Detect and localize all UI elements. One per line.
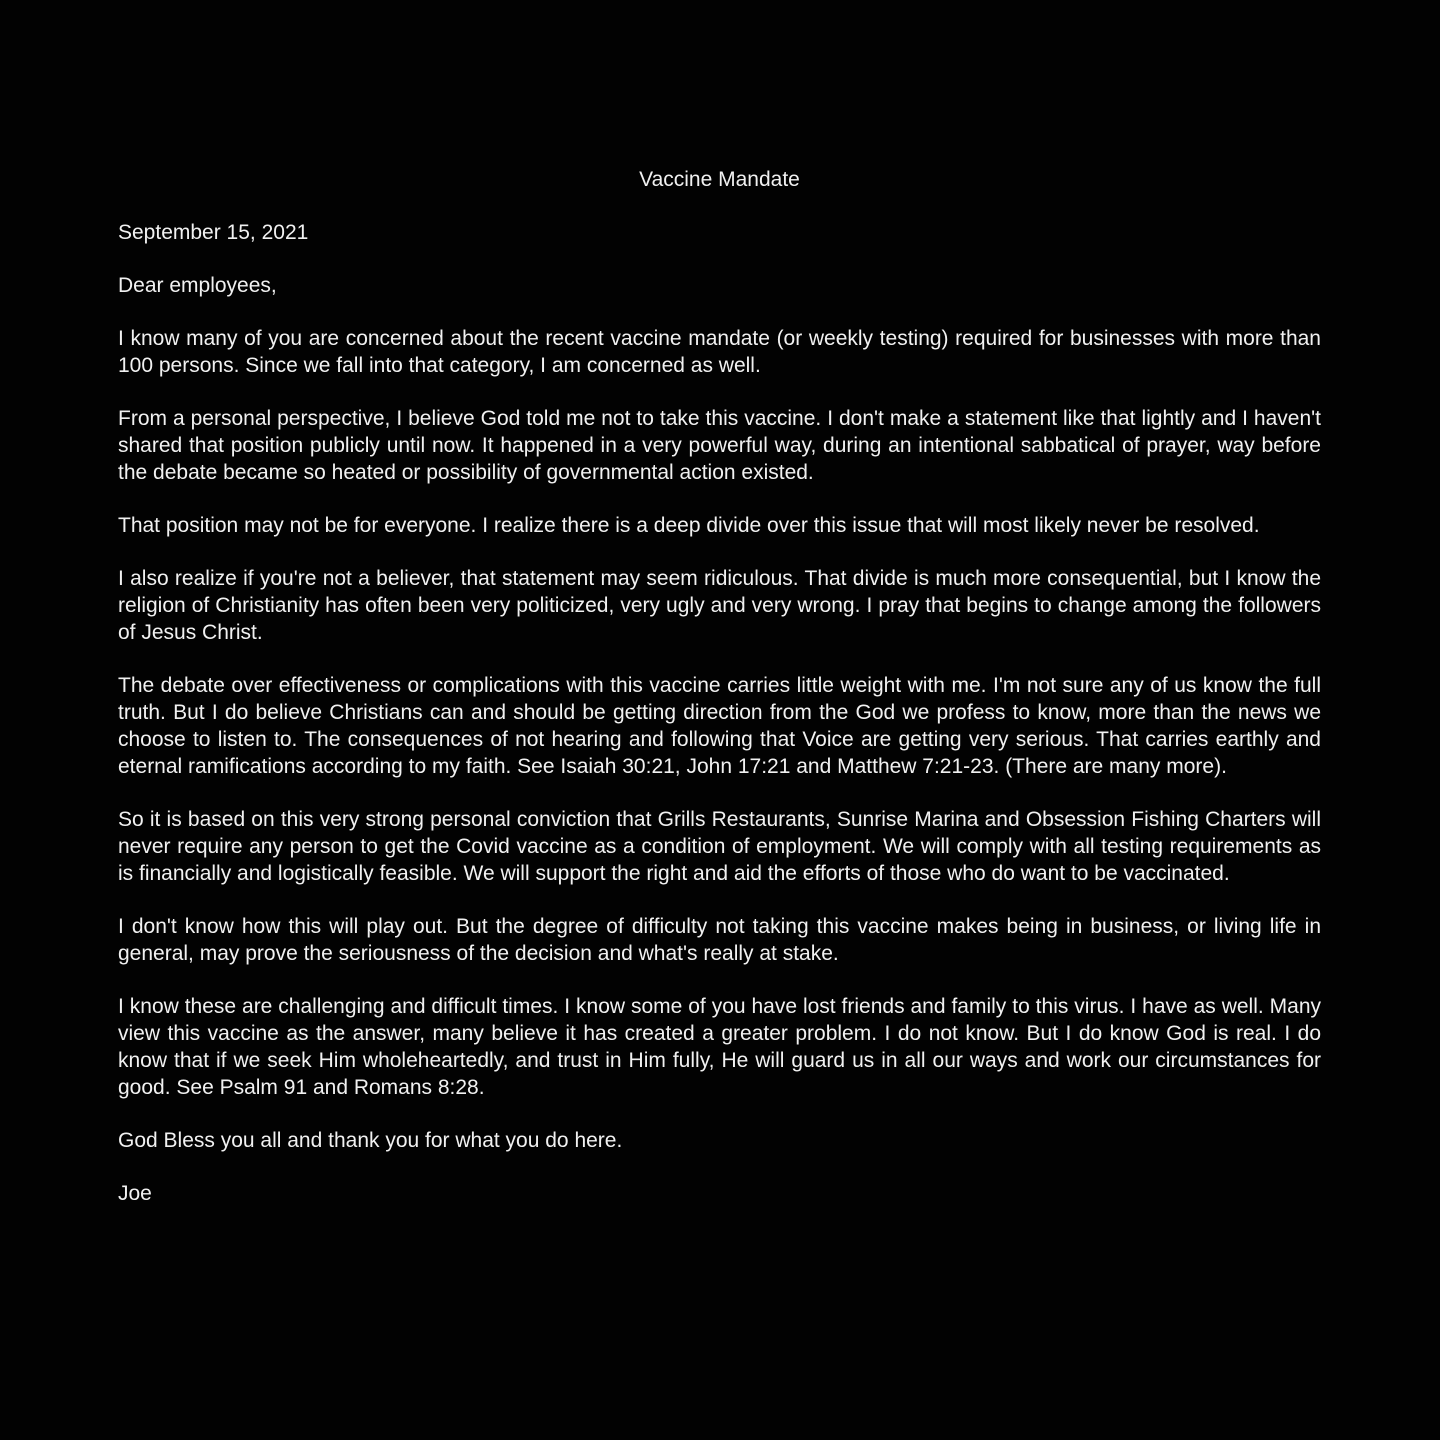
letter-paragraph: That position may not be for everyone. I realize there is a deep divide over this issue that will most likely never be resolved. [118,514,1260,537]
letter-title: Vaccine Mandate [639,168,800,191]
letter-paragraph: I know many of you are concerned about the recent vaccine mandate (or weekly testing) required for businesses with more than 100 persons. Since we fall into that category, I am concerned as well. [118,327,1321,377]
letter-signature: Joe [118,1182,152,1205]
letter-closing: God Bless you all and thank you for what you do here. [118,1129,623,1152]
letter-paragraph: I don't know how this will play out. But the degree of difficulty not taking this vaccine makes being in business, or living life in general, may prove the seriousness of the decision and what's really at stake. [118,915,1321,965]
letter-salutation: Dear employees, [118,274,277,297]
letter-paragraph: So it is based on this very strong personal conviction that Grills Restaurants, Sunrise Marina and Obsession Fishing Charters will never require any person to get the Covid vaccine as a condition of employment. We will comply with all testing requirements as is financially and logistically feasible. We will support the right and aid the efforts of those who do want to be vaccinated. [118,808,1321,885]
letter-paragraph: From a personal perspective, I believe God told me not to take this vaccine. I don't make a statement like that lightly and I haven't shared that position publicly until now. It happened in a very powerful way, during an intentional sabbatical of prayer, way before the debate became so heated or possibility of governmental action existed. [118,407,1321,484]
letter-paragraph: I also realize if you're not a believer, that statement may seem ridiculous. That divide is much more consequential, but I know the religion of Christianity has often been very politicized, very ugly and very wrong. I pray that begins to change among the followers of Jesus Christ. [118,567,1321,644]
letter-body [118,166,1321,1233]
letter-date: September 15, 2021 [118,221,309,244]
letter-paragraph: I know these are challenging and difficult times. I know some of you have lost friends and family to this virus. I have as well. Many view this vaccine as the answer, many believe it has created a greater problem. I do not know. But I do know God is real. I do know that if we seek Him wholeheartedly, and trust in Him fully, He will guard us in all our ways and work our circumstances for good. See Psalm 91 and Romans 8:28. [118,995,1321,1099]
letter-paragraph: The debate over effectiveness or complications with this vaccine carries little weight with me. I'm not sure any of us know the full truth. But I do believe Christians can and should be getting direction from the God we profess to know, more than the news we choose to listen to. The consequences of not hearing and following that Voice are getting very serious. That carries earthly and eternal ramifications according to my faith. See Isaiah 30:21, John 17:21 and Matthew 7:21-23. (There are many more). [118,674,1321,778]
